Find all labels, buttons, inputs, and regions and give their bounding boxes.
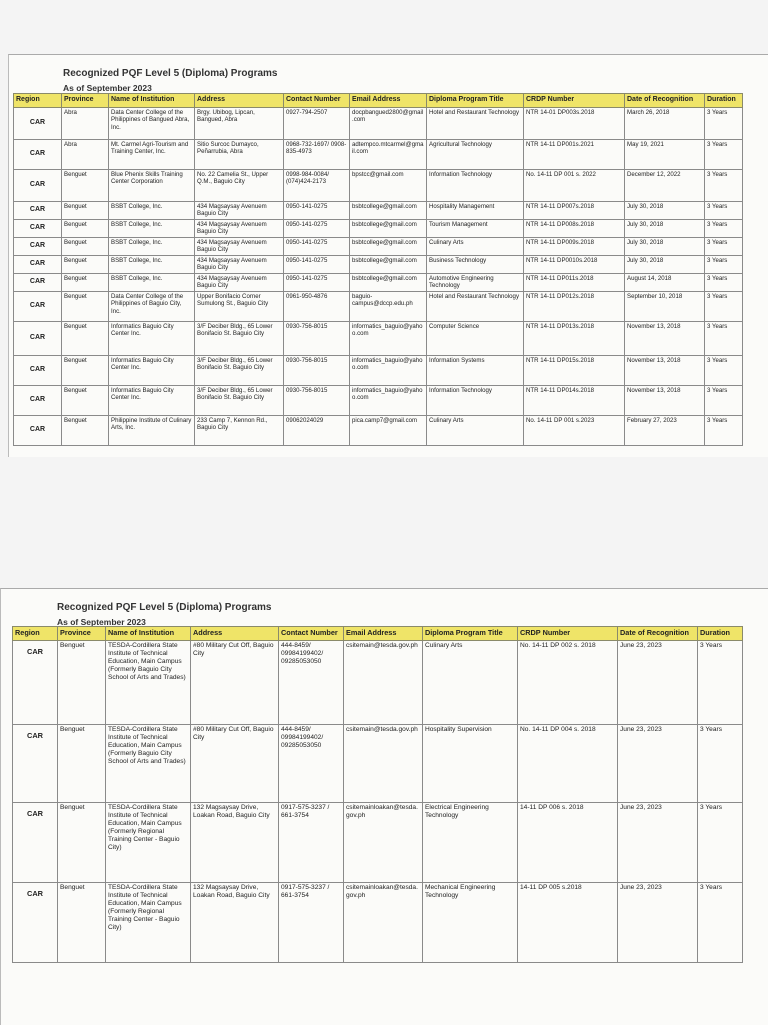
cell-duration: 3 Years bbox=[705, 202, 743, 220]
cell-region: CAR bbox=[14, 274, 62, 292]
column-header-email: Email Address bbox=[344, 627, 423, 641]
cell-program: Tourism Management bbox=[427, 220, 524, 238]
cell-region: CAR bbox=[14, 416, 62, 446]
cell-contact: 0917-575-3237 / 661-3754 bbox=[279, 803, 344, 883]
cell-contact: 0950-141-0275 bbox=[284, 220, 350, 238]
cell-address: Sitio Surcoc Dumayco, Peñarrubia, Abra bbox=[195, 140, 284, 170]
table-row bbox=[14, 256, 743, 274]
cell-address: #80 Military Cut Off, Baguio City bbox=[191, 725, 279, 803]
cell-program: Hotel and Restaurant Technology bbox=[427, 108, 524, 140]
cell-program: Hotel and Restaurant Technology bbox=[427, 292, 524, 322]
cell-contact: 0930-756-8015 bbox=[284, 356, 350, 386]
document-page-2 bbox=[0, 588, 768, 1025]
cell-institution: BSBT College, Inc. bbox=[109, 220, 195, 238]
cell-province: Benguet bbox=[62, 238, 109, 256]
table-row bbox=[14, 356, 743, 386]
cell-contact: 0927-794-2507 bbox=[284, 108, 350, 140]
cell-crdp: 14-11 DP 005 s.2018 bbox=[518, 883, 618, 963]
cell-institution: TESDA-Cordillera State Institute of Technical Education, Main Campus (Formerly Regional Training Center - Baguio City) bbox=[106, 803, 191, 883]
cell-address: 132 Magsaysay Drive, Loakan Road, Baguio City bbox=[191, 883, 279, 963]
cell-address: 132 Magsaysay Drive, Loakan Road, Baguio City bbox=[191, 803, 279, 883]
cell-address: 3/F Deciber Bldg., 65 Lower Bonifacio St. Baguio City bbox=[195, 356, 284, 386]
cell-institution: Informatics Baguio City Center Inc. bbox=[109, 322, 195, 356]
column-header-region: Region bbox=[13, 627, 58, 641]
cell-email: bpstcc@gmail.com bbox=[350, 170, 427, 202]
cell-email: informatics_baguio@yahoo.com bbox=[350, 322, 427, 356]
page-subtitle: As of September 2023 bbox=[63, 83, 152, 93]
cell-contact: 0930-756-8015 bbox=[284, 322, 350, 356]
cell-contact: 0998-984-0084/ (074)424-2173 bbox=[284, 170, 350, 202]
table-row bbox=[14, 140, 743, 170]
table-header-row bbox=[14, 94, 743, 108]
cell-region: CAR bbox=[14, 108, 62, 140]
page-title: Recognized PQF Level 5 (Diploma) Programs bbox=[57, 602, 272, 613]
column-header-region: Region bbox=[14, 94, 62, 108]
cell-region: CAR bbox=[14, 322, 62, 356]
cell-program: Agricultural Technology bbox=[427, 140, 524, 170]
cell-institution: BSBT College, Inc. bbox=[109, 274, 195, 292]
table-row bbox=[13, 725, 743, 803]
cell-date: July 30, 2018 bbox=[625, 220, 705, 238]
table-row bbox=[14, 202, 743, 220]
cell-date: November 13, 2018 bbox=[625, 322, 705, 356]
cell-province: Benguet bbox=[58, 883, 106, 963]
column-header-crdp: CRDP Number bbox=[518, 627, 618, 641]
cell-province: Benguet bbox=[58, 803, 106, 883]
cell-province: Benguet bbox=[62, 322, 109, 356]
cell-crdp: No. 14-11 DP 001 s.2023 bbox=[524, 416, 625, 446]
cell-crdp: NTR 14-11 DP012s.2018 bbox=[524, 292, 625, 322]
cell-duration: 3 Years bbox=[705, 356, 743, 386]
cell-email: docpbangued2800@gmail.com bbox=[350, 108, 427, 140]
cell-address: 3/F Deciber Bldg., 65 Lower Bonifacio St. Baguio City bbox=[195, 386, 284, 416]
column-header-province: Province bbox=[62, 94, 109, 108]
table-row bbox=[14, 220, 743, 238]
cell-contact: 0917-575-3237 / 661-3754 bbox=[279, 883, 344, 963]
column-header-duration: Duration bbox=[698, 627, 743, 641]
column-header-contact: Contact Number bbox=[279, 627, 344, 641]
cell-program: Culinary Arts bbox=[423, 641, 518, 725]
cell-program: Electrical Engineering Technology bbox=[423, 803, 518, 883]
cell-province: Benguet bbox=[62, 386, 109, 416]
cell-email: bsbtcollege@gmail.com bbox=[350, 274, 427, 292]
cell-address: 3/F Deciber Bldg., 65 Lower Bonifacio St. Baguio City bbox=[195, 322, 284, 356]
cell-duration: 3 Years bbox=[705, 256, 743, 274]
cell-province: Benguet bbox=[62, 220, 109, 238]
cell-program: Information Technology bbox=[427, 170, 524, 202]
column-header-program: Diploma Program Title bbox=[423, 627, 518, 641]
cell-institution: TESDA-Cordillera State Institute of Technical Education, Main Campus (Formerly Baguio City School of Arts and Trades) bbox=[106, 641, 191, 725]
cell-contact: 444-8459/ 09984199402/ 09285053050 bbox=[279, 641, 344, 725]
cell-region: CAR bbox=[14, 170, 62, 202]
cell-institution: Blue Phenix Skills Training Center Corporation bbox=[109, 170, 195, 202]
cell-program: Culinary Arts bbox=[427, 238, 524, 256]
cell-region: CAR bbox=[14, 292, 62, 322]
table-row bbox=[14, 292, 743, 322]
column-header-crdp: CRDP Number bbox=[524, 94, 625, 108]
cell-institution: BSBT College, Inc. bbox=[109, 256, 195, 274]
cell-date: July 30, 2018 bbox=[625, 238, 705, 256]
cell-date: November 13, 2018 bbox=[625, 356, 705, 386]
cell-email: adtempco.mtcarmel@gmail.com bbox=[350, 140, 427, 170]
cell-contact: 0968-732-1697/ 0908-835-4973 bbox=[284, 140, 350, 170]
cell-email: bsbtcollege@gmail.com bbox=[350, 238, 427, 256]
cell-institution: TESDA-Cordillera State Institute of Technical Education, Main Campus (Formerly Regional Training Center - Baguio City) bbox=[106, 883, 191, 963]
cell-contact: 09062024029 bbox=[284, 416, 350, 446]
table-row bbox=[13, 641, 743, 725]
programs-table bbox=[13, 93, 743, 446]
programs-table bbox=[12, 626, 743, 963]
cell-institution: Informatics Baguio City Center Inc. bbox=[109, 386, 195, 416]
cell-program: Business Technology bbox=[427, 256, 524, 274]
cell-date: June 23, 2023 bbox=[618, 803, 698, 883]
cell-contact: 0950-141-0275 bbox=[284, 238, 350, 256]
cell-province: Benguet bbox=[62, 274, 109, 292]
cell-institution: TESDA-Cordillera State Institute of Technical Education, Main Campus (Formerly Baguio City School of Arts and Trades) bbox=[106, 725, 191, 803]
table-row bbox=[14, 416, 743, 446]
cell-address: #80 Military Cut Off, Baguio City bbox=[191, 641, 279, 725]
cell-address: 434 Magsaysay Avenuem Baguio City bbox=[195, 202, 284, 220]
cell-crdp: No. 14-11 DP 004 s. 2018 bbox=[518, 725, 618, 803]
cell-region: CAR bbox=[14, 238, 62, 256]
cell-crdp: NTR 14-11 DP015s.2018 bbox=[524, 356, 625, 386]
cell-duration: 3 Years bbox=[698, 803, 743, 883]
cell-region: CAR bbox=[13, 883, 58, 963]
page-subtitle: As of September 2023 bbox=[57, 617, 146, 627]
cell-duration: 3 Years bbox=[705, 416, 743, 446]
cell-crdp: NTR 14-11 DP013s.2018 bbox=[524, 322, 625, 356]
table-row bbox=[14, 322, 743, 356]
cell-duration: 3 Years bbox=[705, 292, 743, 322]
cell-crdp: NTR 14-11 DP009s.2018 bbox=[524, 238, 625, 256]
cell-program: Information Systems bbox=[427, 356, 524, 386]
cell-institution: BSBT College, Inc. bbox=[109, 238, 195, 256]
cell-province: Benguet bbox=[62, 256, 109, 274]
cell-program: Computer Science bbox=[427, 322, 524, 356]
table-row bbox=[14, 274, 743, 292]
cell-region: CAR bbox=[14, 202, 62, 220]
cell-address: 434 Magsaysay Avenuem Baguio City bbox=[195, 220, 284, 238]
cell-program: Automotive Engineering Technology bbox=[427, 274, 524, 292]
cell-email: csitemainloakan@tesda.gov.ph bbox=[344, 883, 423, 963]
cell-province: Benguet bbox=[62, 170, 109, 202]
cell-contact: 0950-141-0275 bbox=[284, 256, 350, 274]
cell-date: December 12, 2022 bbox=[625, 170, 705, 202]
column-header-email: Email Address bbox=[350, 94, 427, 108]
cell-province: Benguet bbox=[62, 356, 109, 386]
cell-province: Benguet bbox=[62, 292, 109, 322]
column-header-program: Diploma Program Title bbox=[427, 94, 524, 108]
cell-date: August 14, 2018 bbox=[625, 274, 705, 292]
cell-crdp: NTR 14-11 DP014s.2018 bbox=[524, 386, 625, 416]
cell-institution: Mt. Carmel Agri-Tourism and Training Center, Inc. bbox=[109, 140, 195, 170]
cell-email: csitemain@tesda.gov.ph bbox=[344, 641, 423, 725]
cell-contact: 444-8459/ 09984199402/ 09285053050 bbox=[279, 725, 344, 803]
cell-address: 233 Camp 7, Kennon Rd., Baguio City bbox=[195, 416, 284, 446]
cell-program: Mechanical Engineering Technology bbox=[423, 883, 518, 963]
column-header-address: Address bbox=[195, 94, 284, 108]
cell-address: 434 Magsaysay Avenuem Baguio City bbox=[195, 238, 284, 256]
column-header-address: Address bbox=[191, 627, 279, 641]
cell-address: Upper Bonifacio Corner Sumulong St., Baguio City bbox=[195, 292, 284, 322]
cell-duration: 3 Years bbox=[698, 725, 743, 803]
cell-duration: 3 Years bbox=[705, 322, 743, 356]
cell-province: Benguet bbox=[62, 202, 109, 220]
cell-crdp: NTR 14-11 DP008s.2018 bbox=[524, 220, 625, 238]
table-row bbox=[14, 386, 743, 416]
cell-duration: 3 Years bbox=[698, 641, 743, 725]
cell-email: bsbtcollege@gmail.com bbox=[350, 202, 427, 220]
cell-email: pica.camp7@gmail.com bbox=[350, 416, 427, 446]
cell-contact: 0950-141-0275 bbox=[284, 202, 350, 220]
cell-email: csitemain@tesda.gov.ph bbox=[344, 725, 423, 803]
cell-address: 434 Magsaysay Avenuem Baguio City bbox=[195, 274, 284, 292]
table-row bbox=[13, 803, 743, 883]
cell-date: September 10, 2018 bbox=[625, 292, 705, 322]
column-header-institution: Name of Institution bbox=[109, 94, 195, 108]
cell-crdp: NTR 14-01 DP003s.2018 bbox=[524, 108, 625, 140]
cell-region: CAR bbox=[14, 386, 62, 416]
cell-date: March 26, 2018 bbox=[625, 108, 705, 140]
table-row bbox=[13, 883, 743, 963]
cell-crdp: NTR 14-11 DP011s.2018 bbox=[524, 274, 625, 292]
cell-date: May 19, 2021 bbox=[625, 140, 705, 170]
cell-contact: 0961-950-4876 bbox=[284, 292, 350, 322]
cell-region: CAR bbox=[14, 256, 62, 274]
cell-institution: BSBT College, Inc. bbox=[109, 202, 195, 220]
cell-institution: Data Center College of the Philippines of Baguio City, Inc. bbox=[109, 292, 195, 322]
column-header-institution: Name of Institution bbox=[106, 627, 191, 641]
cell-duration: 3 Years bbox=[705, 170, 743, 202]
cell-province: Benguet bbox=[58, 641, 106, 725]
column-header-contact: Contact Number bbox=[284, 94, 350, 108]
cell-contact: 0930-756-8015 bbox=[284, 386, 350, 416]
cell-region: CAR bbox=[14, 140, 62, 170]
cell-program: Culinary Arts bbox=[427, 416, 524, 446]
table-row bbox=[14, 238, 743, 256]
cell-program: Hospitality Supervision bbox=[423, 725, 518, 803]
cell-email: baguio-campus@dccp.edu.ph bbox=[350, 292, 427, 322]
cell-region: CAR bbox=[13, 803, 58, 883]
cell-email: bsbtcollege@gmail.com bbox=[350, 220, 427, 238]
cell-duration: 3 Years bbox=[705, 108, 743, 140]
cell-crdp: NTR 14-11 DP001s.2021 bbox=[524, 140, 625, 170]
column-header-date: Date of Recognition bbox=[625, 94, 705, 108]
cell-crdp: No. 14-11 DP 001 s. 2022 bbox=[524, 170, 625, 202]
cell-date: November 13, 2018 bbox=[625, 386, 705, 416]
cell-crdp: No. 14-11 DP 002 s. 2018 bbox=[518, 641, 618, 725]
cell-institution: Philippine Institute of Culinary Arts, Inc. bbox=[109, 416, 195, 446]
cell-region: CAR bbox=[14, 220, 62, 238]
cell-duration: 3 Years bbox=[705, 386, 743, 416]
cell-email: informatics_baguio@yahoo.com bbox=[350, 386, 427, 416]
cell-region: CAR bbox=[14, 356, 62, 386]
document-page-1 bbox=[8, 54, 768, 457]
cell-duration: 3 Years bbox=[705, 274, 743, 292]
cell-crdp: NTR 14-11 DP0010s.2018 bbox=[524, 256, 625, 274]
table-header-row bbox=[13, 627, 743, 641]
cell-date: June 23, 2023 bbox=[618, 883, 698, 963]
cell-region: CAR bbox=[13, 725, 58, 803]
cell-duration: 3 Years bbox=[705, 140, 743, 170]
cell-email: bsbtcollege@gmail.com bbox=[350, 256, 427, 274]
column-header-province: Province bbox=[58, 627, 106, 641]
cell-date: July 30, 2018 bbox=[625, 202, 705, 220]
cell-region: CAR bbox=[13, 641, 58, 725]
cell-duration: 3 Years bbox=[705, 220, 743, 238]
cell-crdp: NTR 14-11 DP007s.2018 bbox=[524, 202, 625, 220]
cell-province: Abra bbox=[62, 140, 109, 170]
column-header-date: Date of Recognition bbox=[618, 627, 698, 641]
cell-date: June 23, 2023 bbox=[618, 641, 698, 725]
cell-duration: 3 Years bbox=[698, 883, 743, 963]
cell-email: csitemainloakan@tesda.gov.ph bbox=[344, 803, 423, 883]
cell-crdp: 14-11 DP 006 s. 2018 bbox=[518, 803, 618, 883]
column-header-duration: Duration bbox=[705, 94, 743, 108]
cell-contact: 0950-141-0275 bbox=[284, 274, 350, 292]
cell-address: 434 Magsaysay Avenuem Baguio City bbox=[195, 256, 284, 274]
cell-program: Information Technology bbox=[427, 386, 524, 416]
cell-duration: 3 Years bbox=[705, 238, 743, 256]
cell-date: February 27, 2023 bbox=[625, 416, 705, 446]
cell-province: Benguet bbox=[62, 416, 109, 446]
cell-email: informatics_baguio@yahoo.com bbox=[350, 356, 427, 386]
cell-date: July 30, 2018 bbox=[625, 256, 705, 274]
cell-address: Brgy. Ubibog, Lipcan, Bangued, Abra bbox=[195, 108, 284, 140]
cell-province: Benguet bbox=[58, 725, 106, 803]
table-row bbox=[14, 170, 743, 202]
table-row bbox=[14, 108, 743, 140]
cell-date: June 23, 2023 bbox=[618, 725, 698, 803]
page-title: Recognized PQF Level 5 (Diploma) Programs bbox=[63, 68, 278, 79]
cell-institution: Informatics Baguio City Center Inc. bbox=[109, 356, 195, 386]
cell-address: No. 22 Camelia St., Upper Q.M., Baguio City bbox=[195, 170, 284, 202]
cell-program: Hospitality Management bbox=[427, 202, 524, 220]
cell-institution: Data Center College of the Philippines of Bangued Abra, Inc. bbox=[109, 108, 195, 140]
cell-province: Abra bbox=[62, 108, 109, 140]
